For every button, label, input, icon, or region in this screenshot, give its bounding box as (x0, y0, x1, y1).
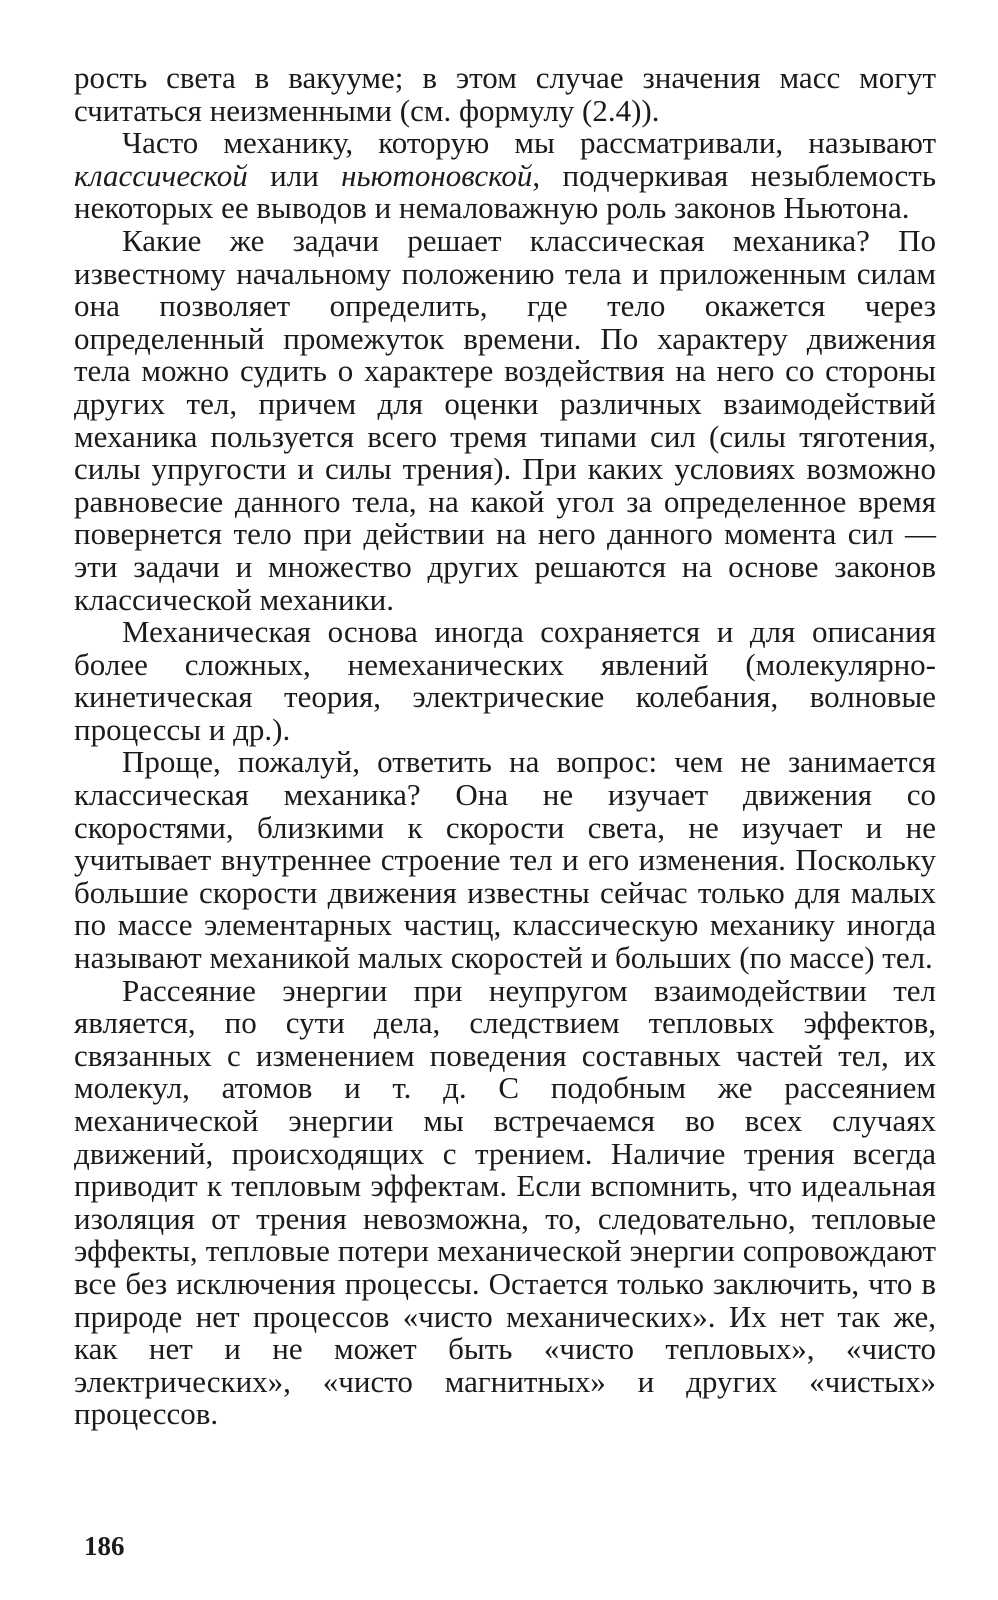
paragraph-classical-mechanics-naming (74, 127, 936, 225)
page-number: 186 (84, 1531, 125, 1561)
paragraph-text: , подчеркивая незыблемость некоторых ее выводов и немаловажную роль законов Ньютона. (74, 157, 936, 226)
term-classical: классической (74, 157, 248, 193)
term-newtonian: ньютоновской (341, 157, 533, 193)
paragraph-limits: Проще, пожалуй, ответить на вопрос: чем не занимается классическая механика? Она не изучает движения со скоростями, близкими к скорости света, не изучает и не учитывает внутреннее строение тел и его изменения. Поскольку большие скорости движения известны сейчас только для малых по массе элементарных частиц, классическую механику иногда называют механикой малых скоростей и больших (по массе) тел. (74, 744, 936, 976)
page-body (74, 62, 936, 1431)
paragraph-text: Часто механику, которую мы рассматривали, называют (122, 125, 936, 161)
paragraph-text: или (247, 157, 342, 193)
paragraph-tasks: Какие же задачи решает классическая механика? По известному начальному положению тела и приложенным силам она позволяет определить, где тело окажется через определенный промежуток времени. По характеру движения тела можно судить о характере воздействия на него со стороны других тел, причем для оценки различных взаимодействий механика пользуется всего тремя типами сил (силы тяготения, силы упругости и силы трения). При каких условиях возможно равновесие данного тела, на какой угол за определенное время повернется тело при действии на него данного момента сил — эти задачи и множество других решаются на основе законов классической механики. (74, 222, 936, 617)
paragraph-mechanical-basis: Механическая основа иногда сохраняется и для описания более сложных, немеханических явлений (молекулярно-кинетическая теория, электрические колебания, волновые процессы и др.). (74, 614, 936, 747)
paragraph-continuation: рость света в вакууме; в этом случае значения масс могут считаться неизменными (см. формулу (2.4)). (74, 60, 936, 128)
paragraph-energy-dissipation: Рассеяние энергии при неупругом взаимодействии тел является, по сути дела, следствием тепловых эффектов, связанных с изменением поведения составных частей тел, их молекул, атомов и т. д. С подобным же рассеянием механической энергии мы встречаемся во всех случаях движений, происходящих с трением. Наличие трения всегда приводит к тепловым эффектам. Если вспомнить, что идеальная изоляция от трения невозможна, то, следовательно, тепловые эффекты, тепловые потери механической энергии сопровождают все без исключения процессы. Остается только заключить, что в природе нет процессов «чисто механических». Их нет так же, как нет и не может быть «чисто тепловых», «чисто электрических», «чисто магнитных» и других «чистых» процессов. (74, 972, 936, 1432)
